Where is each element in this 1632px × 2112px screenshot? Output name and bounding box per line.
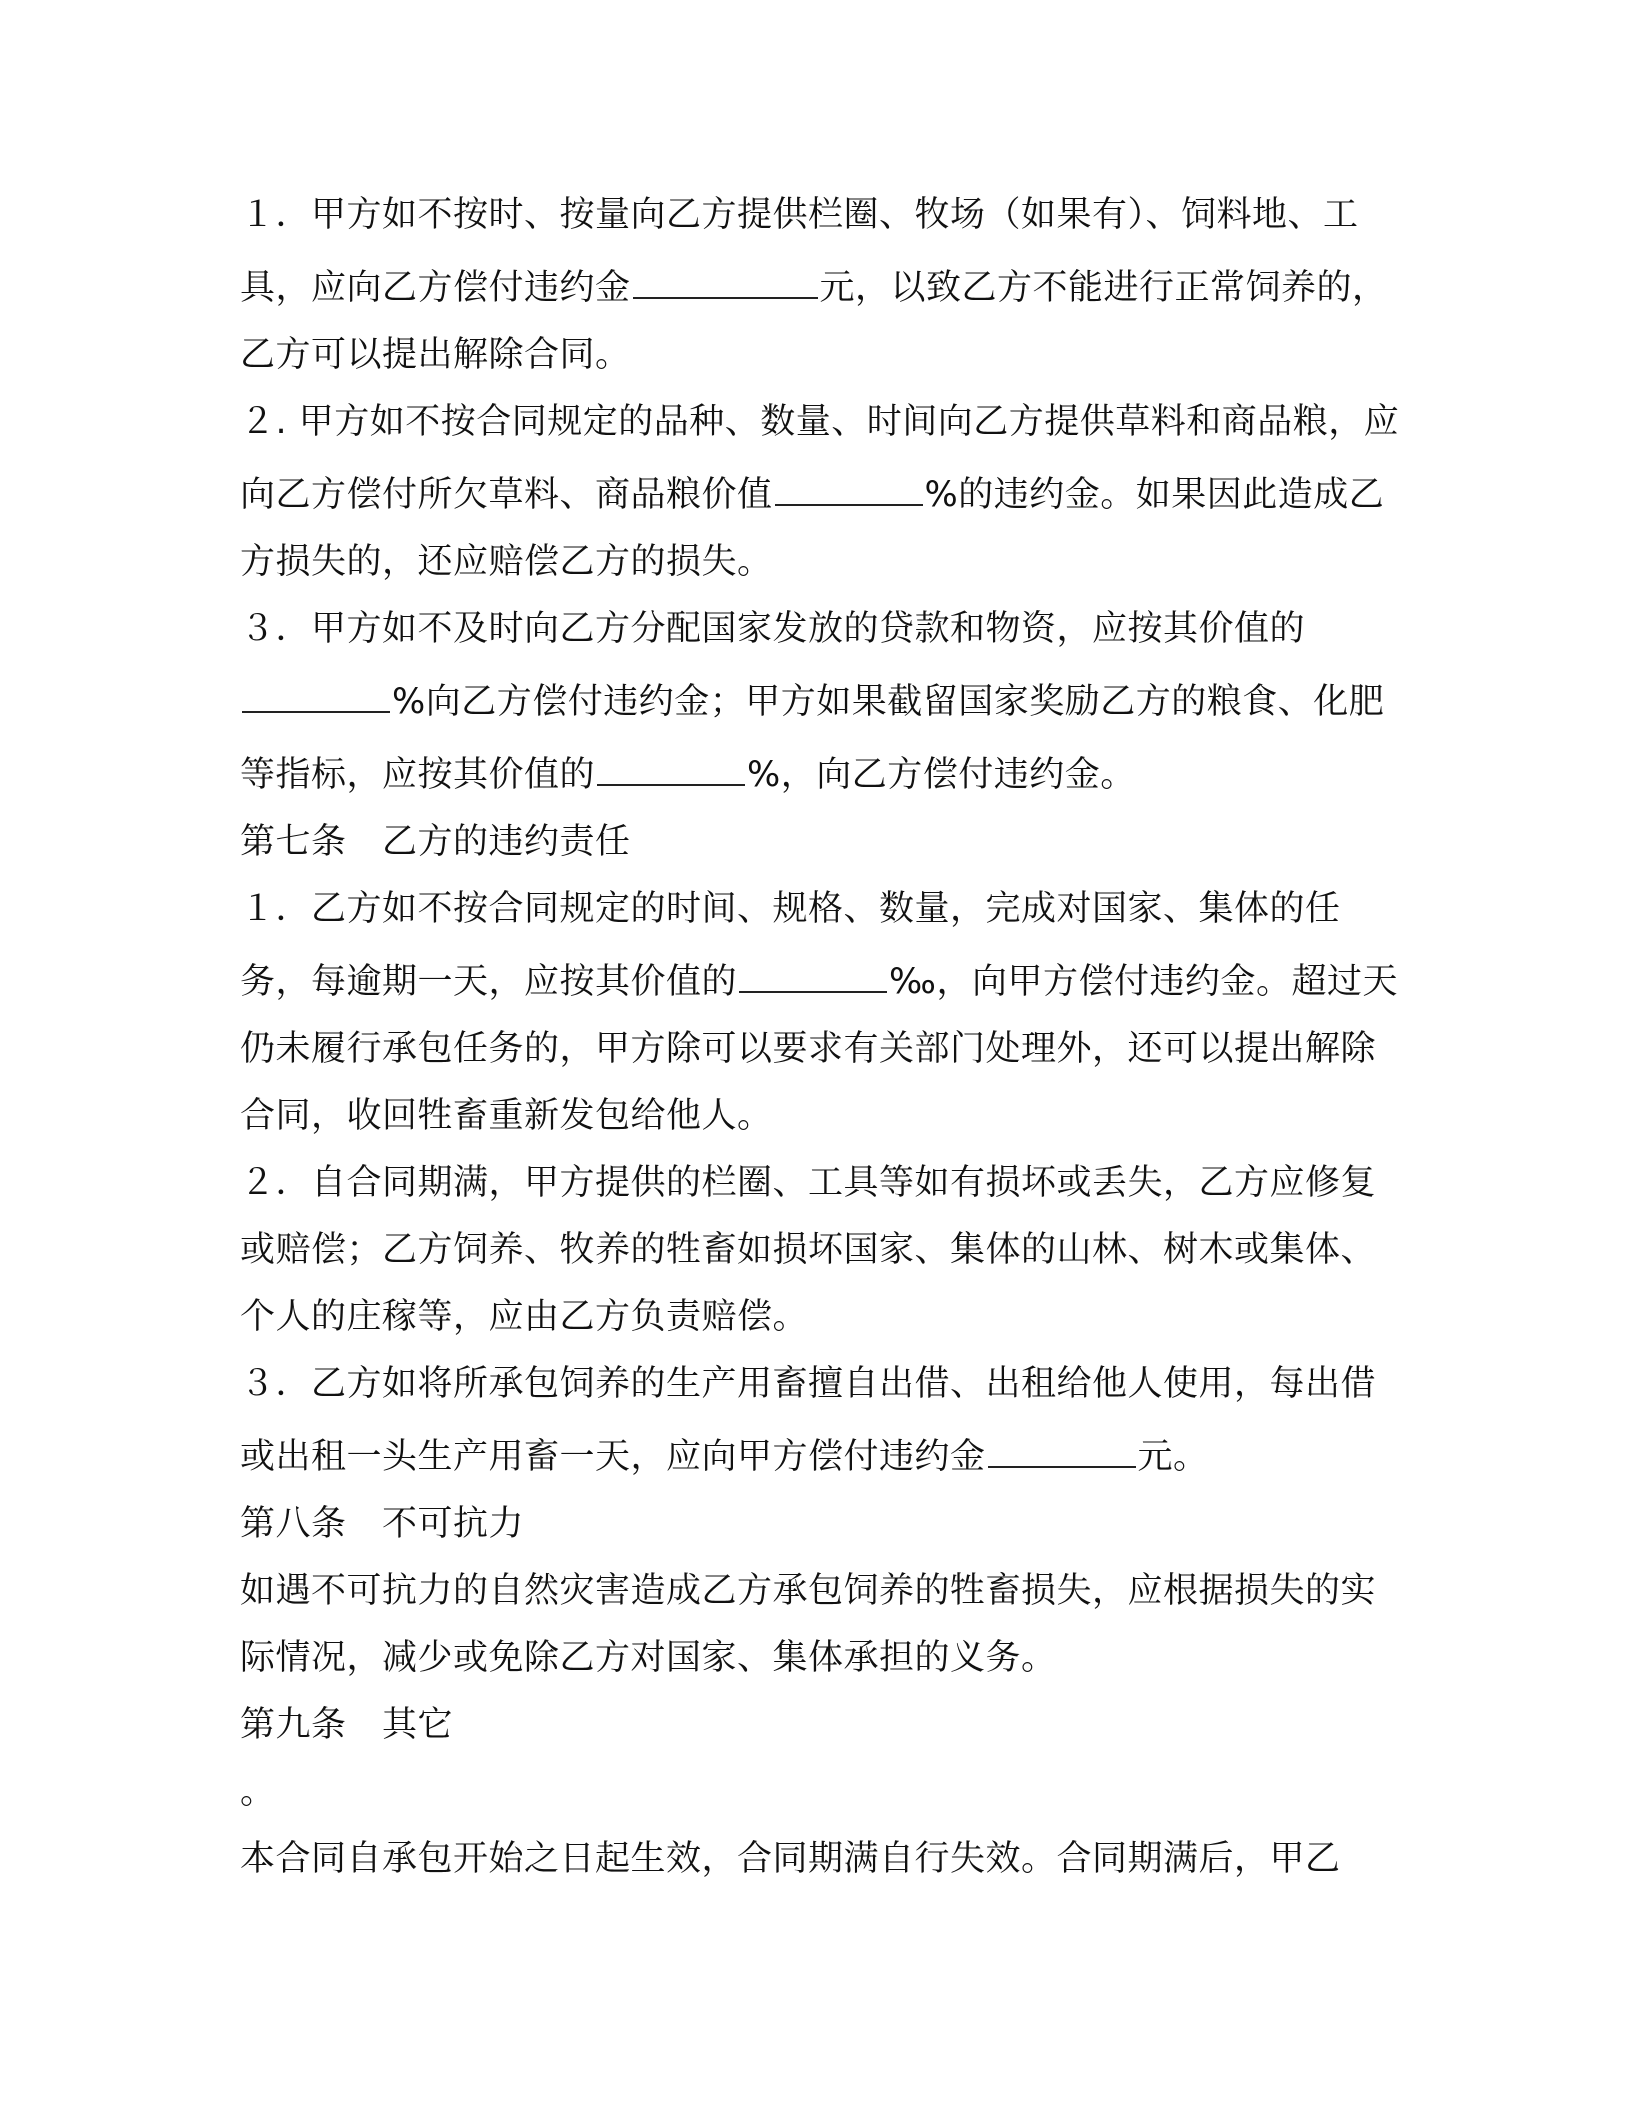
clause-text: １．乙方如不按合同规定的时间、规格、数量，完成对国家、集体的任务，每逾期一天，应按其价值的 — [240, 889, 1341, 1002]
article-8-heading: 第八条 不可抗力 — [240, 1504, 525, 1544]
stray-period: 。 — [240, 1772, 276, 1812]
clause-7-2: ２．自合同期满，甲方提供的栏圈、工具等如有损坏或丢失，乙方应修复或赔偿；乙方饲养、牧养的牲畜如损坏国家、集体的山林、树木或集体、个人的庄稼等，应由乙方负责赔偿。 — [240, 1163, 1377, 1337]
clause-text: ‰，向甲方偿付违约金。超过天仍未履行承包任务的，甲方除可以要求有关部门处理外，还可以提出解除合同，收回牲畜重新发包给他人。 — [240, 962, 1398, 1136]
document-page — [240, 182, 1400, 1893]
clause-text: ３．乙方如将所承包饲养的生产用畜擅自出借、出租给他人使用，每出借或出租一头生产用畜一天，应向甲方偿付违约金 — [240, 1364, 1377, 1477]
clause-7-1 — [240, 876, 1400, 1150]
clause-6-3 — [240, 596, 1400, 809]
clause-text: %的违约金。如果因此造成乙方损失的，还应赔偿乙方的损失。 — [240, 475, 1385, 582]
fill-blank[interactable] — [739, 943, 887, 993]
fill-blank[interactable] — [242, 663, 390, 713]
clause-8-text: 如遇不可抗力的自然灾害造成乙方承包饲养的牲畜损失，应根据损失的实际情况，减少或免除乙方对国家、集体承担的义务。 — [240, 1571, 1377, 1678]
clause-text: %向乙方偿付违约金；甲方如果截留国家奖励乙方的粮食、化肥等指标，应按其价值的 — [240, 682, 1385, 795]
clause-text: %，向乙方偿付违约金。 — [747, 755, 1136, 795]
fill-blank[interactable] — [597, 736, 745, 786]
article-9-heading: 第九条 其它 — [240, 1705, 454, 1745]
fill-blank[interactable] — [775, 456, 923, 506]
clause-6-2 — [240, 389, 1400, 596]
clause-text: １．甲方如不按时、按量向乙方提供栏圈、牧场（如果有）、饲料地、工具，应向乙方偿付违约金 — [240, 195, 1359, 308]
clause-text: ３．甲方如不及时向乙方分配国家发放的贷款和物资，应按其价值的 — [240, 609, 1306, 649]
clause-7-3 — [240, 1351, 1400, 1491]
fill-blank[interactable] — [633, 249, 818, 299]
article-7-heading: 第七条 乙方的违约责任 — [240, 822, 631, 862]
fill-blank[interactable] — [988, 1418, 1136, 1468]
clause-text: 元。 — [1137, 1437, 1209, 1477]
clause-text: 元，以致乙方不能进行正常饲养的，乙方可以提出解除合同。 — [240, 268, 1388, 375]
clause-6-1 — [240, 182, 1400, 389]
clause-text: ２. 甲方如不按合同规定的品种、数量、时间向乙方提供草料和商品粮，应向乙方偿付所欠草料、商品粮价值 — [240, 402, 1400, 515]
clause-9-text: 本合同自承包开始之日起生效，合同期满自行失效。合同期满后，甲乙 — [240, 1839, 1341, 1879]
